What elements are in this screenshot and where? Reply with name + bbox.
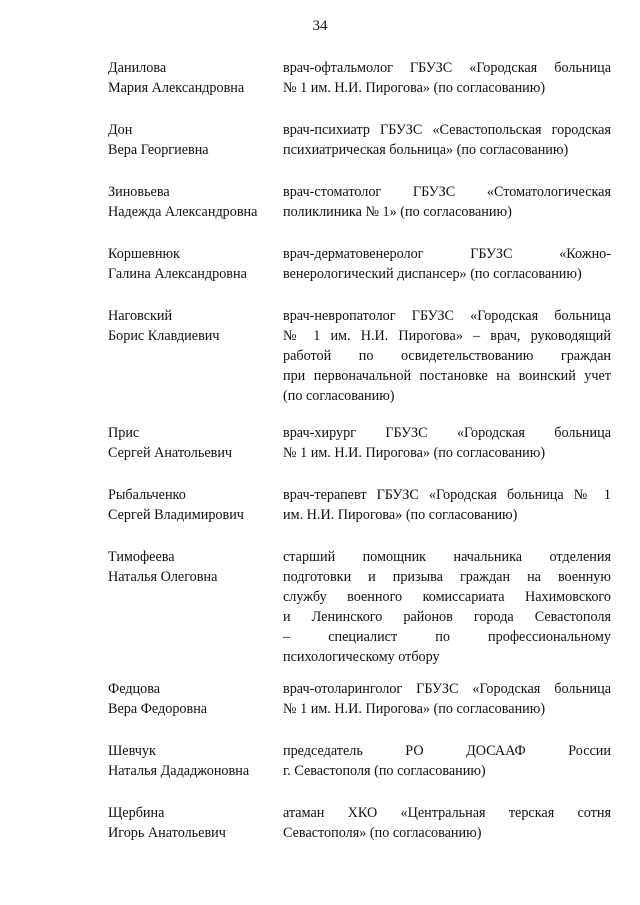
position-line: (по согласованию) <box>283 388 395 404</box>
member-given-names: Игорь Анатольевич <box>108 825 226 841</box>
position-line: подготовки и призыва граждан на военную <box>283 569 611 585</box>
position-line: врач-дерматовенеролог ГБУЗС «Кожно- <box>283 246 611 262</box>
position-line: г. Севастополя (по согласованию) <box>283 763 486 779</box>
member-position <box>283 58 611 98</box>
page-number: 34 <box>312 18 328 34</box>
member-surname: Зиновьева <box>108 184 170 200</box>
position-line: № 1 им. Н.И. Пирогова» (по согласованию) <box>283 445 546 461</box>
position-line: Севастополя» (по согласованию) <box>283 825 482 841</box>
member-name <box>108 244 276 284</box>
member-given-names: Сергей Анатольевич <box>108 445 233 461</box>
member-position <box>283 485 611 525</box>
member-surname: Прис <box>108 425 140 441</box>
member-position <box>283 679 611 719</box>
position-line: врач-отоларинголог ГБУЗС «Городская больница <box>283 681 611 697</box>
position-line: председатель РО ДОСААФ России <box>283 743 611 759</box>
position-line: врач-невропатолог ГБУЗС «Городская больница <box>283 308 611 324</box>
member-surname: Данилова <box>108 60 167 76</box>
member-position <box>283 547 611 667</box>
position-line: № 1 им. Н.И. Пирогова» (по согласованию) <box>283 80 546 96</box>
member-given-names: Вера Федоровна <box>108 701 208 717</box>
member-surname: Щербина <box>108 805 165 821</box>
member-name <box>108 803 276 843</box>
position-line: психиатрическая больница» (по согласованию) <box>283 142 569 158</box>
member-name <box>108 423 276 463</box>
member-surname: Дон <box>108 122 133 138</box>
member-given-names: Мария Александровна <box>108 80 245 96</box>
member-name <box>108 741 276 781</box>
member-position <box>283 182 611 222</box>
position-line: им. Н.И. Пирогова» (по согласованию) <box>283 507 518 523</box>
position-line: врач-хирург ГБУЗС «Городская больница <box>283 425 611 441</box>
member-name <box>108 58 276 98</box>
member-position <box>283 803 611 843</box>
member-name <box>108 306 276 346</box>
member-surname: Наговский <box>108 308 173 324</box>
position-line: врач-терапевт ГБУЗС «Городская больница № 1 <box>283 487 611 503</box>
member-given-names: Галина Александровна <box>108 266 247 282</box>
member-position <box>283 423 611 463</box>
member-given-names: Борис Клавдиевич <box>108 328 220 344</box>
member-given-names: Вера Георгиевна <box>108 142 209 158</box>
position-line: врач-психиатр ГБУЗС «Севастопольская городская <box>283 122 611 138</box>
position-line: работой по освидетельствованию граждан <box>283 348 611 364</box>
member-surname: Рыбальченко <box>108 487 186 503</box>
member-surname: Федцова <box>108 681 161 697</box>
position-line: № 1 им. Н.И. Пирогова» – врач, руководящий <box>283 328 611 344</box>
member-given-names: Наталья Олеговна <box>108 569 218 585</box>
member-name <box>108 547 276 587</box>
member-name <box>108 182 276 222</box>
position-line: атаман ХКО «Центральная терская сотня <box>283 805 611 821</box>
position-line: службу военного комиссариата Нахимовского <box>283 589 611 605</box>
member-given-names: Сергей Владимирович <box>108 507 244 523</box>
position-line: и Ленинского районов города Севастополя <box>283 609 611 625</box>
member-given-names: Наталья Дададжоновна <box>108 763 250 779</box>
position-line: поликлиника № 1» (по согласованию) <box>283 204 512 220</box>
position-line: старший помощник начальника отделения <box>283 549 611 565</box>
member-position <box>283 306 611 406</box>
member-given-names: Надежда Александровна <box>108 204 258 220</box>
member-surname: Коршевнюк <box>108 246 180 262</box>
position-line: – специалист по профессиональному <box>283 629 611 645</box>
position-line: психологическому отбору <box>283 649 440 665</box>
member-name <box>108 485 276 525</box>
member-name <box>108 120 276 160</box>
member-name <box>108 679 276 719</box>
member-position <box>283 120 611 160</box>
member-position <box>283 244 611 284</box>
position-line: № 1 им. Н.И. Пирогова» (по согласованию) <box>283 701 546 717</box>
position-line: при первоначальной постановке на воинский учет <box>283 368 611 384</box>
member-position <box>283 741 611 781</box>
member-surname: Тимофеева <box>108 549 175 565</box>
position-line: врач-офтальмолог ГБУЗС «Городская больница <box>283 60 611 76</box>
position-line: венерологический диспансер» (по согласованию) <box>283 266 582 282</box>
position-line: врач-стоматолог ГБУЗС «Стоматологическая <box>283 184 611 200</box>
member-surname: Шевчук <box>108 743 156 759</box>
